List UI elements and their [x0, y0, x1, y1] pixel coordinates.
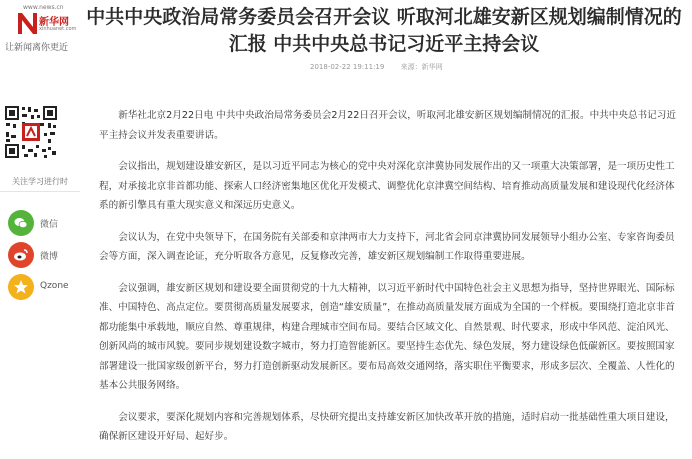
logo-brand-cn: 新华网: [39, 17, 69, 28]
share-weibo-button[interactable]: [8, 242, 80, 268]
wechat-icon: [13, 215, 29, 231]
sidebar-divider: [0, 191, 80, 192]
article-source: [401, 63, 443, 71]
follow-label: 关注学习进行时: [12, 177, 68, 186]
share-wechat-label: 微信: [40, 220, 59, 230]
article-meta: [310, 62, 457, 72]
article-paragraph: 会议指出，规划建设雄安新区，是以习近平同志为核心的党中央对深化京津冀协同发展作出的又一项重大决策部署，是一项历史性工程，对承接北京非首都功能、探索人口经济密集地区优化开发模式、调整优化京津冀空间结构、培育推动高质量发展和建设现代化经济体系的新引擎具有重大现实意义和深远历史意义。: [99, 161, 675, 211]
article-title: 中共中央政治局常务委员会召开会议 听取河北雄安新区规划编制情况的汇报 中共中央总书记习近平主持会议: [86, 6, 682, 55]
qr-code-icon: [4, 105, 58, 159]
share-weibo-label: 微博: [40, 252, 59, 262]
article-paragraph: 会议认为，在党中央领导下，在国务院有关部委和京津两市大力支持下，河北省会同京津冀协同发展领导小组办公室、专家咨询委员会等方面，深入调查论证，充分听取各方意见，反复修改完善，雄安新区规划编制工作取得重要进展。: [99, 231, 675, 262]
logo-url-text: www.news.cn: [23, 4, 64, 11]
logo-slogan: 让新闻离你更近: [5, 43, 69, 53]
logo-brand-en: xinhuanet.com: [39, 26, 77, 32]
weibo-icon: [13, 247, 29, 263]
article-paragraph: 会议要求，要深化规划内容和完善规划体系，尽快研究提出支持雄安新区加快改革开放的措施，适时启动一批基础性重大项目建设，确保新区建设开好局、起好步。: [99, 411, 675, 442]
article-datetime: 2018-02-22 19:11:19: [310, 63, 385, 71]
source-name: 新华网: [421, 63, 443, 71]
source-label: 来源：: [400, 63, 422, 71]
qzone-icon: [13, 279, 29, 295]
share-qzone-label: Qzone: [40, 281, 69, 291]
article-paragraph: 新华社北京2月22日电 中共中央政治局常务委员会2月22日召开会议，听取河北雄安新区规划编制情况的汇报。中共中央总书记习近平主持会议并发表重要讲话。: [99, 110, 676, 141]
article-body: [99, 106, 679, 459]
logo-letter: N: [29, 36, 30, 37]
xinhua-logo[interactable]: [4, 4, 84, 54]
share-wechat-button[interactable]: [8, 210, 80, 236]
article-paragraph: 会议强调，雄安新区规划和建设要全面贯彻党的十九大精神，以习近平新时代中国特色社会主义思想为指导，坚持世界眼光、国际标准、中国特色、高点定位。要贯彻高质量发展要求，创造“雄安质量”，在推动高质量发展方面成为全国的一个样板。要围绕打造北京非首都功能集中承载地，顺应自然、尊重规律，构建合理城市空间布局。要结合区域文化、自然景观、时代要求，形成中华风范、淀泊风光、创新风尚的城市风貌。要同步规划建设数字城市，努力打造智能新区。要坚持生态优先、绿色发展，努力建设绿色低碳新区。要按照国家部署建设一批国家级创新平台，努力打造创新驱动发展新区。要布局高效交通网络，落实职住平衡要求，形成多层次、全覆盖、人性化的基本公共服务网络。: [99, 282, 675, 391]
share-qzone-button[interactable]: [8, 274, 80, 300]
